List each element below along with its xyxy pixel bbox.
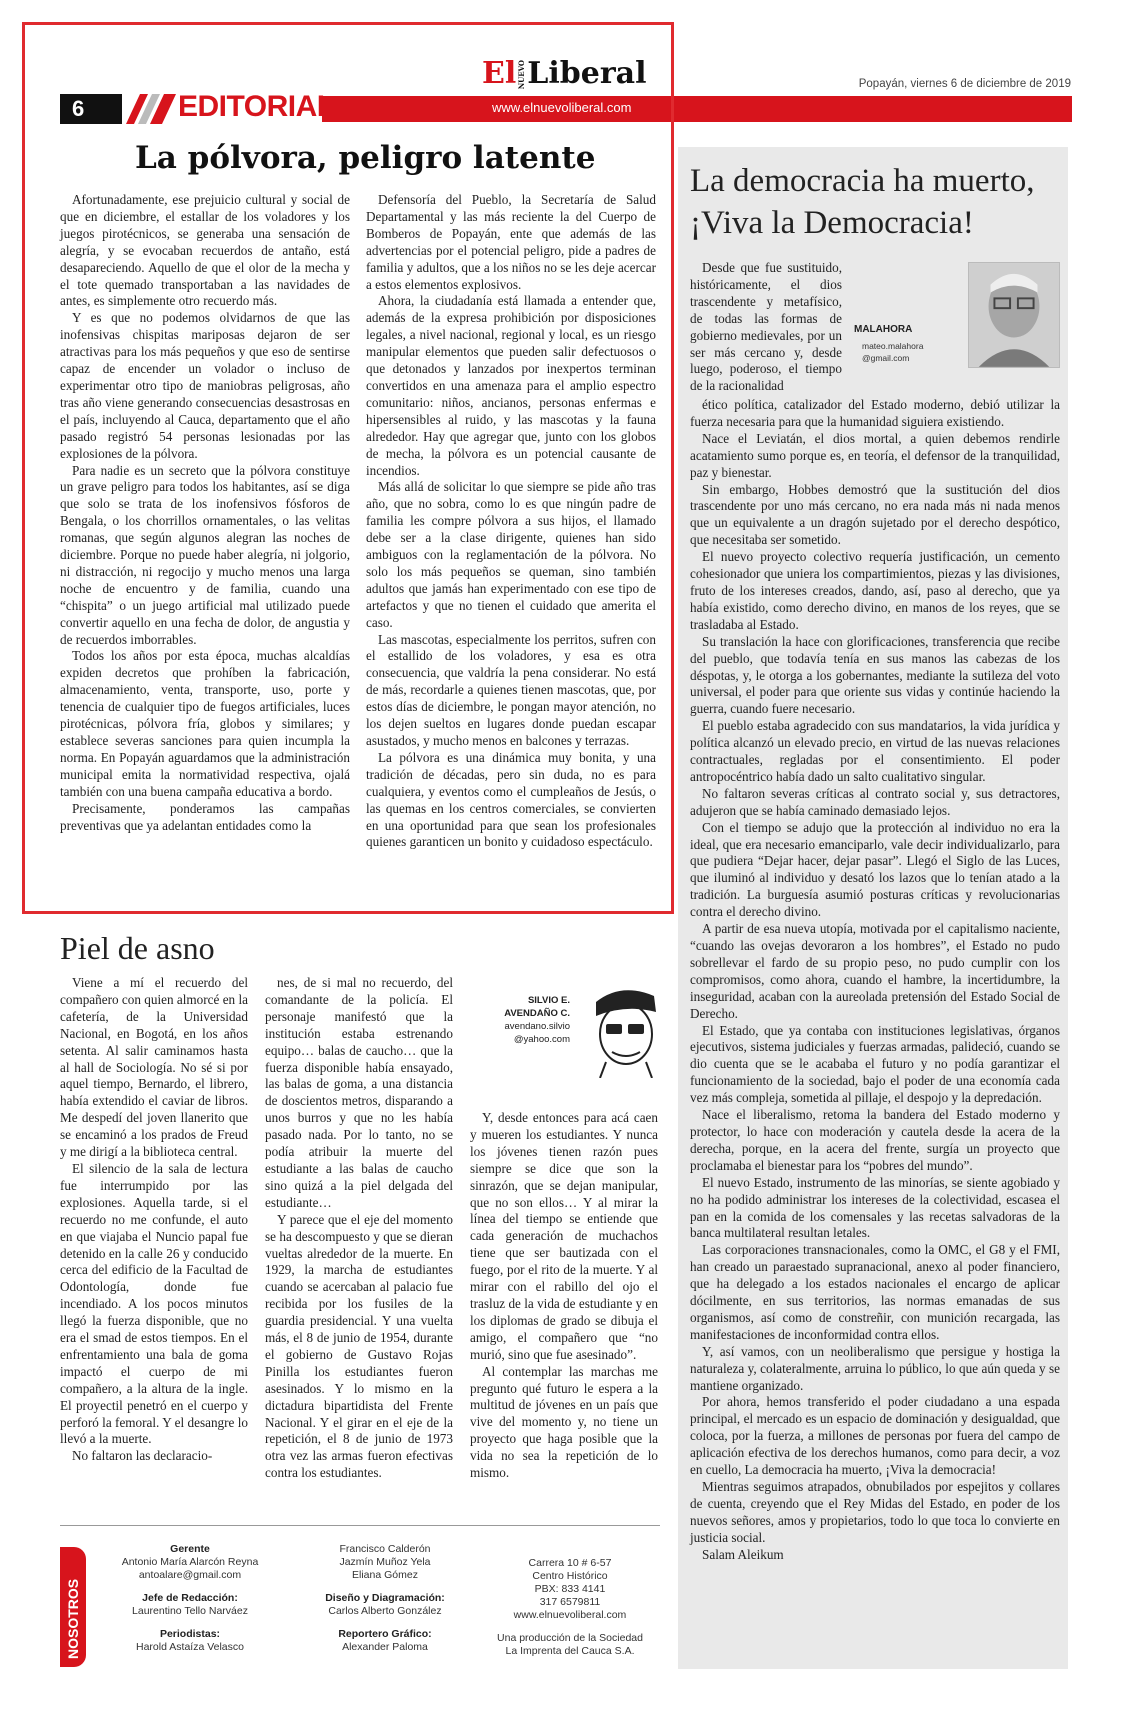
column-paragraph: Y parece que el eje del momento se ha descompuesto y que se dieran vueltas alrededor de la muerte. En 1929, la marcha de estudiantes cuando se acercaban al palacio fue recibida por los fusiles de la guardia presidencial. Y una vuelta más, el 8 de junio de 1954, durante el gobierno de Gustavo Rojas Pinilla los estudiantes fueron asesinados. Y lo mismo en la dictadura bipartidista del Frente Nacional. Y el girar en el eje de la repetición, el 8 de junio de 1973 otra vez las armas fueron efectivas contra los estudiantes.	[265, 1211, 453, 1481]
opinion-paragraph: ético política, catalizador del Estado moderno, debió utilizar la fuerza necesaria para que la humanidad siguiera existiendo.	[690, 397, 1060, 429]
staff-name-3: Eliana Gómez	[352, 1569, 418, 1581]
opinion-paragraph: Por ahora, hemos transferido el poder ciudadano a una espada principal, el mercado es un espacio de dominación y desigualdad, que coloca, por la fuerza, a millones de personas por fuera del campo de aplicación efectiva de los derechos humanos, como para decir, a voz en cuello, La democracia ha muerto, ¡Viva la democracia!	[690, 1394, 1060, 1478]
opinion-author	[854, 262, 1060, 372]
editorial-paragraph: Para nadie es un secreto que la pólvora constituye un grave peligro para todos los habitantes, así se diga que solo se trata de los inofensivos fósforos de Bengala, o los chorrillos ornamentales, o las velitas romanas, que según algunos alegran las noches de diciembre. Porque no puede haber alegría, ni jolgorio, ni distracción, ni regocijo y mucho menos una larga noche de encuentro y de familia, cuando una “chispita” o un juego artificial mal utilizado puede convertir aquello en una fecha de dolor, de angustia y de recuerdos imborrables.	[60, 462, 350, 647]
site-url[interactable]: www.elnuevoliberal.com	[492, 100, 632, 115]
opinion-intro	[690, 260, 842, 395]
opinion-paragraph: Su translación la hace con glorificaciones, transferencia que recibe del pueblo, que todavía tenía en sus manos las cabezas de los déspotas, y, le otorga a los gobernantes, mediante la sutileza del voto universal, el poder para que oriente sus vidas y continúe haciendo la guerra, cuando fuere necesario.	[690, 633, 1060, 717]
column-paragraph: Viene a mí el recuerdo del compañero con quien almorcé en la cafetería, de la Universidad Nacional, en Bogotá, en los años setenta. Al salir caminamos hasta al hall de Sociología. No sé si por aquel tiempo, Bernardo, el librero, había extendido el caviar de libros. Me despedí del joven llanerito que se encaminó a los prados de Freud y me dirigí a la biblioteca central.	[60, 975, 248, 1160]
column-paragraph: No faltaron las declaracio-	[72, 1448, 213, 1464]
gerente-email: antoalare@gmail.com	[138, 1569, 242, 1581]
editorial-paragraph: Y es que no podemos olvidarnos de que las inofensivas chispitas mariposas dejaron de ser atractivas para los más pequeños y que eso de sentirse capaz de encender un volador o incluso de experimentar otro tipo de maniobras peligrosas, año tras año viene generando consecuencias desastrosas en el país, incluyendo al Cauca, departamento que el año pasado registró 54 personas lesionadas por las explosiones de la pólvora.	[60, 310, 350, 461]
opinion-email-1: mateo.malahora	[862, 341, 924, 351]
column-author-name-2: AVENDAÑO C.	[504, 1008, 570, 1019]
opinion-paragraph: Salam Aleikum	[702, 1546, 784, 1562]
column-author-text	[470, 994, 570, 1046]
opinion-paragraph: Mientras seguimos atrapados, obnubilados por espejitos y collares de cuenta, creyendo que el Rey Midas del Estado, en poder de los nuevos señores, amos y propietarios, todo lo que toca lo convierte en justicia social.	[690, 1479, 1060, 1545]
address-line-3: PBX: 833 4141	[534, 1583, 606, 1595]
periodistas-heading: Periodistas:	[159, 1628, 221, 1640]
diseno-name: Carlos Alberto González	[328, 1605, 442, 1617]
credits-column-2	[300, 1543, 470, 1654]
column-col-2	[265, 975, 453, 1482]
column-col-3	[470, 1110, 658, 1482]
column-col-1	[60, 975, 248, 1465]
author-caricature-icon	[576, 982, 666, 1078]
opinion-paragraph: A partir de esa nueva utopía, motivada por el capitalismo naciente, “cuando las ovejas devoraron a los hombres”, el Estado no pudo sobrellevar el fardo de su propio peso, no pudo cumplir con los compromisos, como ahora, cuando el hambre, la incertidumbre, la inseguridad, acaban con la aureolada pretensión del Estado Social de Derecho.	[690, 921, 1060, 1021]
opinion-body	[690, 397, 1060, 1564]
page-number: 6	[60, 94, 122, 124]
address-line-1: Carrera 10 # 6-57	[528, 1557, 612, 1569]
address-line-4: 317 6579811	[539, 1596, 601, 1608]
column-author-name-1: SILVIO E.	[527, 995, 570, 1006]
credits-column-3	[480, 1557, 660, 1658]
editorial-paragraph: Las mascotas, especialmente los perritos, sufren con el estallido de los voladores, y esa es otra consecuencia, que valdría la pena considerar. No está de más, recordarle a quienes tienen mascotas, que, por estos días de diciembre, le pongan mayor atención, no los dejen sueltos en lugares donde puedan escapar asustados, y mucho menos en balcones y terrazas.	[366, 631, 656, 748]
column-author-email-1: avendano.silvio	[504, 1021, 570, 1032]
reportero-heading: Reportero Gráfico:	[338, 1628, 432, 1640]
column-paragraph: Y, desde entonces para acá caen y mueren los estudiantes. Y nunca los jóvenes tienen razón pues siempre se dice que son la sinrazón, que se dejan manipular, que no son ellos… Y al mirar la línea del tiempo se entiende que cada generación de muchachos tiene que ser bautizada con el fuego, por el rito de la muerte. Y al mirar con el rabillo del ojo el trasluz de la vida de estudiante y en los diplomas de grado se dibuja el amigo, el compañero que “no murió, sino que fue asesinado”.	[470, 1110, 658, 1362]
opinion-paragraph: Las corporaciones transnacionales, como la OMC, el G8 y el FMI, han creado un paraestado supranacional, anexo al poder financiero, que ha delegado a los estados nacionales el encargo de aplicar dócilmente, en sus territorios, las normas emanadas de sus organismos, así como de constreñir, con munición recargada, las manifestaciones de inconformidad contra ellos.	[690, 1242, 1060, 1342]
opinion-paragraph: Con el tiempo se adujo que la protección al individuo no era la ideal, que era necesario emanciparlo, vale decir individualizarlo, para que pudiera “Dejar hacer, dejar pasar”. Llegó el Siglo de las Luces, que iluminó al individuo y desató los lazos que lo tenían atado a la tradición. La burguesía asumió posturas críticas y revolucionarias contra el derecho divino.	[690, 819, 1060, 920]
opinion-intro-text: Desde que fue sustituido, históricamente, el dios trascendente y metafísico, de todas las formas de gobierno medievales, por un ser más cercano y, desde luego, poderoso, el tiempo de la racionalidad	[690, 260, 842, 394]
logo-liberal: Liberal	[527, 56, 647, 91]
periodistas-name: Harold Astaíza Velasco	[136, 1641, 244, 1653]
opinion-paragraph: No faltaron severas críticas al contrato social y, sus detractores, adujeron que se había caminado demasiado lejos.	[690, 785, 1060, 818]
column-paragraph: nes, de si mal no recuerdo, del comandante de la policía. El personaje manifestó que la institución estaba estrenando equipo… balas de caucho… que la fuerza disponible había ensayado, las balas de goma, a una distancia de doscientos metros, disparando a unos burros y que no les había pasado nada. Por lo tanto, no se podía atribuir la muerte del estudiante a las balas de caucho sino quizá a la piel delgada del estudiante…	[265, 975, 453, 1210]
production-line-1: Una producción de la Sociedad	[497, 1632, 643, 1644]
editorial-paragraph: Afortunadamente, ese prejuicio cultural y social de que en diciembre, el estallar de los voladores y los juegos pirotécnicos, se generaba una sensación de alegría, y se evocaban recuerdos de antaño, está desapareciendo. Aquello de que el olor de la mecha y el tote quemado transportaban a las navidades de antes, es simplemente otro recuerdo más.	[60, 192, 350, 309]
column-title: Piel de asno	[60, 930, 215, 966]
editorial-paragraph: Precisamente, ponderamos las campañas preventivas que ya adelantan entidades como la	[60, 800, 350, 833]
opinion-paragraph: El pueblo estaba agradecido con sus mandatarios, la vida jurídica y política alcanzó un elevado precio, en virtud de las nuevas relaciones contractuales, regladas por el consentimiento. El poder antropocéntrico había dado un salto cualitativo singular.	[690, 718, 1060, 784]
publication-date: Popayán, viernes 6 de diciembre de 2019	[858, 78, 1071, 90]
editorial-column-1	[60, 192, 350, 834]
section-title: EDITORIAL	[178, 90, 335, 123]
opinion-paragraph: Sin embargo, Hobbes demostró que la sustitución del dios trascendente por uno más cercano, no era nada más ni nada menos que un equivalente a un dragón sujetado por el derecho despótico, que necesitaba ser sometido.	[690, 481, 1060, 548]
editorial-paragraph: La pólvora es una dinámica muy bonita, y una tradición de décadas, pero sin duda, no es para cualquiera, y eventos como el cumpleaños de Jesús, o las quemas en los centros comerciales, se convierten en una oportunidad para que sean los profesionales quienes garanticen un bonito y cuidadoso espectáculo.	[366, 749, 656, 850]
production-line-2: La Imprenta del Cauca S.A.	[505, 1645, 635, 1657]
column-author-email-2: @yahoo.com	[513, 1034, 570, 1045]
opinion-paragraph: El nuevo Estado, instrumento de las minorías, se siente agobiado y no ha podido administrar los intereses de la colectividad, escasea el pan en la comida de los comensales y las recetas salvadoras de la banca multilateral resultan letales.	[690, 1174, 1060, 1241]
opinion-paragraph: El Estado, que ya contaba con instituciones legislativas, órganos ejecutivos, sistema judiciales y fuerzas armadas, palideció, cuando se dio cuenta que se le acababa el futuro y no podía garantizar el funcionamiento de la sociedad, bajo el poder de una economía cada vez más compleja, sometida al pillaje, el despojo y la depredación.	[690, 1022, 1060, 1106]
opinion-paragraph: El nuevo proyecto colectivo requería justificación, un cemento cohesionador que uniera los compartimientos, piezas y las divisiones, fruto de los intereses creados, dando, así, paso al derecho, que ya había existido, como derecho divino, en manos de los reyes, que se trasladaba al Estado.	[690, 549, 1060, 632]
credits-column-1	[100, 1543, 280, 1654]
opinion-author-email	[862, 340, 923, 364]
opinion-paragraph: Y, así vamos, con un neoliberalismo que persigue y hostiga la naturaleza y, colateralmente, arruina lo público, lo que aún queda y se mantiene organizado.	[690, 1343, 1060, 1393]
editorial-title: La pólvora, peligro latente	[135, 140, 596, 176]
opinion-paragraph: Nace el liberalismo, retoma la bandera del Estado moderno y protector, lo hace con moderación y cautela desde la acera de la derecha, porque, en la acera del frente, surgía un proyecto que proclamaba el bienestar para los “pobres del mundo”.	[690, 1107, 1060, 1173]
diseno-heading: Diseño y Diagramación:	[325, 1592, 445, 1604]
jefe-heading: Jefe de Redacción:	[142, 1592, 238, 1604]
opinion-email-2: @gmail.com	[862, 353, 910, 363]
editorial-paragraph: Ahora, la ciudadanía está llamada a entender que, además de la expresa prohibición por disposiciones legales, a nivel nacional, regional y local, es un riesgo manipular elementos que pueden salir defectuosos o que detonados y lanzados por inexpertos terminan convertidos en una amenaza para el amplio espectro comunitario: niños, ancianos, personas enfermas e hipersensibles al ruido, y las mascotas y la fauna alrededor. Hay que agregar que, junto con los globos de mecha, la pólvora es un potencial causante de incendios.	[366, 293, 656, 478]
column-paragraph: El silencio de la sala de lectura fue interrumpido por las explosiones. Aquella tarde, si el recuerdo no me confunde, el auto en que viajaba el Nuncio papal fue detenido en la calle 26 y conducido cerca del edificio de la Facultad de Odontología, donde fue incendiado. A los pocos minutos llegó la fuerza disponible, que no era el smad de estos tiempos. En el enfrentamiento una bala de goma impactó el cuerpo de mi compañero, a la altura de la ingle. El proyectil penetró en el cuerpo y perforó la femoral. Y el desangre lo llevó a la muerte.	[60, 1160, 248, 1447]
logo-nuevo: NUEVO	[517, 60, 527, 90]
editorial-paragraph: Más allá de solicitar lo que siempre se pide año tras año, que no sobra, como lo es que ningún padre de familia les compre pólvora a sus hijos, el llamado debe ser a la clase dirigente, quienes han sido ambiguos con la reglamentación de la pólvora. No solo los más pequeños se queman, sino también adultos que jamás han experimentado con ese tipo de artefactos y que no tienen el cuidado que amerita el caso.	[366, 479, 656, 630]
nosotros-tab	[60, 1547, 86, 1667]
gerente-heading: Gerente	[170, 1543, 210, 1555]
editorial-column-2	[366, 192, 656, 851]
editorial-paragraph: Todos los años por esta época, muchas alcaldías expiden decretos que prohíben la fabricación, almacenamiento, venta, transporte, uso, porte y tenencia de cualquier tipo de fuegos artificiales, luces pirotécnicas, pólvora fría, globos y similares; y establece severas sanciones para quien incumpla la norma. En Popayán aguardamos que la administración municipal emita la normatividad respectiva, ojalá también con una buena campaña educativa a bordo.	[60, 648, 350, 799]
address-line-5[interactable]: www.elnuevoliberal.com	[513, 1609, 627, 1621]
opinion-title: La democracia ha muerto, ¡Viva la Democracia!	[690, 163, 1035, 241]
opinion-paragraph: Nace el Leviatán, el dios mortal, a quien debemos rendirle acatamiento sumo porque es, en teoría, el defensor de la tranquilidad, paz y bienestar.	[690, 430, 1060, 480]
reportero-name: Alexander Paloma	[342, 1641, 428, 1653]
nosotros-label: NOSOTROS	[65, 1578, 81, 1659]
opinion-author-name: MALAHORA	[854, 324, 913, 335]
editorial-paragraph: Defensoría del Pueblo, la Secretaría de Salud Departamental y las más reciente la del Cuerpo de Bomberos de Popayán, ente que además de las advertencias por el potencial peligro, pide a padres de familia y adultos, que a los niños no se les deje acercar a estos elementos explosivos.	[366, 192, 656, 292]
author-photo-icon	[968, 262, 1060, 368]
address-line-2: Centro Histórico	[532, 1570, 608, 1582]
credits-divider	[60, 1525, 660, 1526]
jefe-name: Laurentino Tello Narváez	[132, 1605, 248, 1617]
column-author	[470, 982, 670, 1082]
staff-credits	[60, 1537, 660, 1677]
staff-name-1: Francisco Calderón	[339, 1543, 431, 1555]
logo-el: El	[482, 56, 517, 91]
column-paragraph: Al contemplar las marchas me pregunto qué futuro le espera a la multitud de jóvenes en un país que vive del momento y, no tiene un proyecto que haga posible que la vida no sea la repetición de lo mismo.	[470, 1363, 658, 1481]
gerente-name: Antonio María Alarcón Reyna	[121, 1556, 259, 1568]
staff-name-2: Jazmín Muñoz Yela	[339, 1556, 431, 1568]
